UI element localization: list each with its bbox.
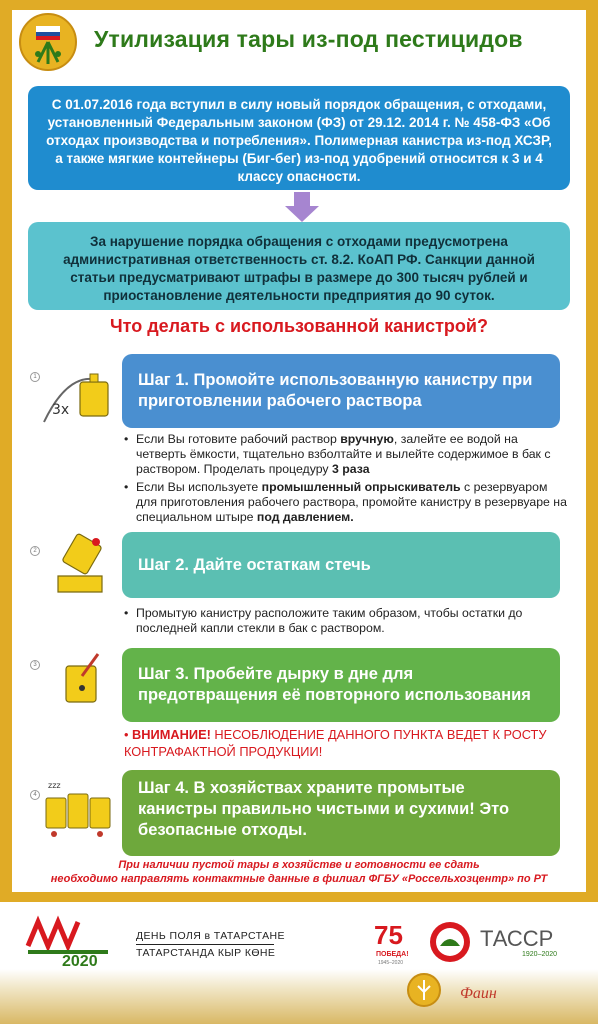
- step-4-store-canisters-illustration: [38, 776, 118, 842]
- list-item: • Если Вы используете промышленный опрыскиватель с резервуаром для приготовления рабочего раствора, промойте канистру в резервуаре на специальном штыре под давлением.: [124, 480, 570, 525]
- step-4-number: 4: [30, 790, 40, 800]
- step-1-rinse-canister-illustration: [38, 362, 118, 428]
- logo-75-years: 1945–2020: [378, 960, 404, 966]
- warning-text: • ВНИМАНИЕ! НЕСОБЛЮДЕНИЕ ДАННОГО ПУНКТА ВЕДЕТ К РОСТУ КОНТРАФАКТНОЙ ПРОДУКЦИИ!: [124, 727, 547, 759]
- field-day-title-tt: ТАТАРСТАНДА КЫР КӨНЕ: [136, 947, 276, 959]
- poster: [12, 10, 586, 892]
- step-1-illus-label: 3x: [52, 402, 70, 418]
- victory-75-logo: [372, 916, 414, 968]
- header: [12, 10, 586, 72]
- footnote-line-2: необходимо направлять контактные данные в филиал ФГБУ «Россельхозцентр» по РТ: [50, 873, 548, 885]
- logo-year: 2020: [62, 953, 98, 968]
- agriculture-emblem-icon: [18, 12, 78, 72]
- step-1-bullets: [124, 432, 570, 528]
- footnote-line-1: При наличии пустой тары в хозяйстве и готовности ее сдать: [118, 859, 480, 871]
- footnote: [12, 858, 586, 886]
- step-3-pierce-canister-illustration: [38, 648, 118, 714]
- tatarstan-emblem-icon: [428, 920, 472, 964]
- tassr-100-logo: [480, 920, 572, 960]
- warning-bullet: •: [124, 727, 133, 742]
- step-2-number: 2: [30, 546, 40, 556]
- field-day-title-ru: ДЕНЬ ПОЛЯ в ТАТАРСТАНЕ: [136, 930, 285, 942]
- step-3-card: Шаг 3. Пробейте дырку в дне для предотвращения её повторного использования: [122, 648, 560, 722]
- step-1-card: Шаг 1. Промойте использованную канистру при приготовлении рабочего раствора: [122, 354, 560, 428]
- page-title: Утилизация тары из-под пестицидов: [94, 26, 523, 52]
- question-heading: Что делать с использованной канистрой?: [110, 316, 488, 336]
- sponsor-script-logo: [458, 974, 508, 1008]
- sponsor-logo-text: Фаин: [460, 985, 497, 1002]
- arrow-down-icon: [285, 192, 319, 222]
- logo-75-number: 75: [374, 920, 403, 950]
- list-item: • Если Вы готовите рабочий раствор вручную, залейте ее водой на четверть ёмкости, тщательно взболтайте и вылейте содержимое в бак с раствором. Проделать процедуру 3 раза: [124, 432, 570, 477]
- law-info-box: С 01.07.2016 года вступил в силу новый порядок обращения, с отходами, установленный Федеральным законом (ФЗ) от 29.12. 2014 г. № 458-ФЗ «Об отходах производства и потребления». Полимерная канистра из-под ХСЗР, а также мягкие контейнеры (Биг-бег) из-под удобрений относится к 3 и 4 классу опасности.: [28, 86, 570, 190]
- tassr-text: ТАССР: [480, 926, 554, 951]
- field-day-2020-logo: [24, 912, 128, 968]
- fine-info-box: За нарушение порядка обращения с отходами предусмотрена административная ответственность ст. 8.2. КоАП РФ. Санкции данной статьи предусматривают штрафы в размере до 300 тысяч рублей и приостановление деятельности предприятия до 90 суток.: [28, 222, 570, 310]
- field-day-divider: [136, 944, 274, 945]
- logo-75-word: ПОБЕДА!: [376, 951, 409, 958]
- step-1-number: 1: [30, 372, 40, 382]
- footer: [0, 902, 598, 1024]
- wheat-emblem-icon: [406, 972, 442, 1008]
- step-2-drain-canister-illustration: [38, 532, 118, 598]
- tassr-years: 1920–2020: [522, 951, 558, 958]
- step-4-illus-label: zzz: [48, 781, 61, 790]
- step-2-card: Шаг 2. Дайте остаткам стечь: [122, 532, 560, 598]
- list-item: • Промытую канистру расположите таким образом, чтобы остатки до последней капли стекли в бак с раствором.: [124, 606, 570, 636]
- step-3-number: 3: [30, 660, 40, 670]
- step-2-bullets: [124, 606, 570, 639]
- step-4-card: Шаг 4. В хозяйствах храните промытые канистры правильно чистыми и сухими! Это безопасные отходы.: [122, 770, 560, 856]
